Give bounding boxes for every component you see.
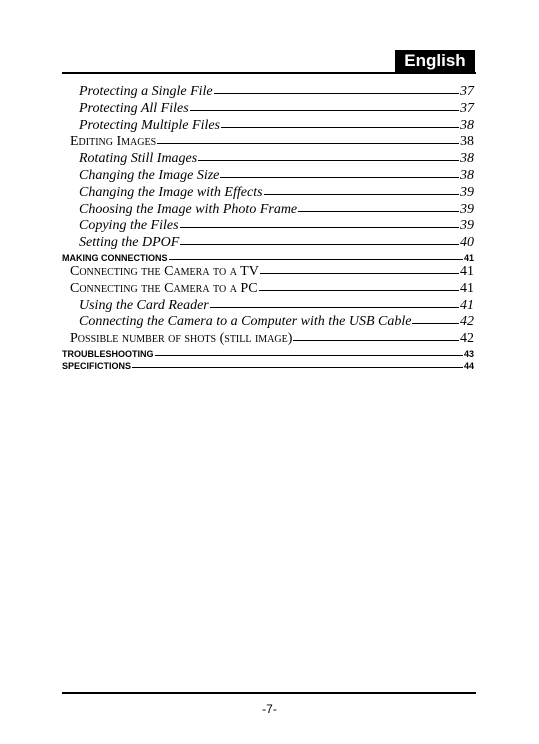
toc-leader — [298, 211, 459, 212]
toc-entry-title: Using the Card Reader — [79, 297, 209, 313]
toc-entry-title: Protecting a Single File — [79, 84, 213, 99]
toc-entry[interactable] — [62, 168, 474, 185]
page-number: -7- — [262, 702, 277, 716]
toc-leader — [412, 323, 459, 324]
language-badge: English — [395, 50, 475, 72]
toc-leader — [259, 290, 459, 291]
toc-leader — [132, 367, 463, 368]
toc-entry-page: 39 — [460, 184, 474, 200]
toc-leader — [155, 355, 463, 356]
toc-entry-page: 38 — [460, 117, 474, 133]
toc-leader — [190, 110, 459, 111]
toc-leader — [198, 160, 459, 161]
toc-leader — [264, 194, 459, 195]
toc-section-title: Editing Images — [70, 134, 157, 150]
toc-section-page: 41 — [460, 263, 474, 279]
toc-entry[interactable] — [62, 314, 474, 331]
toc-entry-title: Changing the Image Size — [79, 167, 220, 183]
toc-entry[interactable] — [62, 218, 474, 235]
toc-section-page: 42 — [460, 331, 474, 347]
toc-section-title: Connecting the Camera to a TV — [70, 263, 259, 279]
toc-leader — [210, 307, 459, 308]
toc-section-page: 38 — [460, 134, 474, 150]
toc-entry[interactable] — [62, 84, 474, 101]
toc-entry-page: 38 — [460, 167, 474, 183]
toc-leader — [293, 340, 459, 341]
toc-entry-page: 41 — [460, 297, 474, 313]
toc-entry-page: 37 — [460, 84, 474, 99]
toc-leader — [221, 127, 459, 128]
toc-entry[interactable] — [62, 298, 474, 315]
toc-leader — [157, 143, 459, 144]
toc-leader — [260, 273, 459, 274]
toc-entry[interactable] — [62, 185, 474, 202]
toc-section[interactable] — [62, 281, 474, 298]
toc-entry[interactable] — [62, 202, 474, 219]
footer-rule — [62, 692, 476, 694]
toc-leader — [214, 93, 459, 94]
toc-entry-title: Changing the Image with Effects — [79, 184, 263, 200]
toc-chapter-title: TROUBLESHOOTING — [62, 348, 154, 359]
toc-entry[interactable] — [62, 101, 474, 118]
toc-entry-title: Connecting the Camera to a Computer with the USB Cable — [79, 314, 412, 330]
toc-entry-page: 40 — [460, 235, 474, 251]
toc-section-title: Possible number of shots (still image) — [70, 331, 293, 347]
toc-entry-title: Choosing the Image with Photo Frame — [79, 201, 298, 217]
toc-entry-title: Rotating Still Images — [79, 151, 198, 167]
toc-entry-page: 37 — [460, 100, 474, 116]
toc-chapter-page: 43 — [463, 348, 474, 359]
toc-chapter[interactable] — [62, 252, 474, 264]
toc-entry-page: 39 — [460, 201, 474, 217]
toc-entry-page: 42 — [460, 314, 474, 330]
toc-section-title: Connecting the Camera to a PC — [70, 280, 258, 296]
toc-chapter[interactable] — [62, 360, 474, 372]
toc-section[interactable] — [62, 134, 474, 151]
table-of-contents — [62, 84, 474, 372]
toc-entry-page: 39 — [460, 218, 474, 234]
toc-chapter-page: 41 — [463, 252, 474, 263]
toc-chapter-title: MAKING CONNECTIONS — [62, 252, 168, 263]
toc-entry-title: Protecting Multiple Files — [79, 117, 221, 133]
toc-chapter-page: 44 — [463, 360, 474, 371]
toc-entry-page: 38 — [460, 151, 474, 167]
toc-entry-title: Protecting All Files — [79, 100, 189, 116]
toc-leader — [220, 177, 459, 178]
toc-entry[interactable] — [62, 235, 474, 252]
toc-section[interactable] — [62, 264, 474, 281]
toc-entry[interactable] — [62, 151, 474, 168]
toc-entry-title: Copying the Files — [79, 218, 179, 234]
toc-section-page: 41 — [460, 280, 474, 296]
toc-chapter-title: SPECIFICTIONS — [62, 360, 132, 371]
toc-entry-title: Setting the DPOF — [79, 235, 180, 251]
header-rule — [62, 72, 476, 74]
toc-entry[interactable] — [62, 118, 474, 135]
toc-chapter[interactable] — [62, 348, 474, 360]
toc-section[interactable] — [62, 331, 474, 348]
toc-leader — [180, 244, 459, 245]
toc-leader — [169, 259, 463, 260]
toc-leader — [180, 227, 459, 228]
